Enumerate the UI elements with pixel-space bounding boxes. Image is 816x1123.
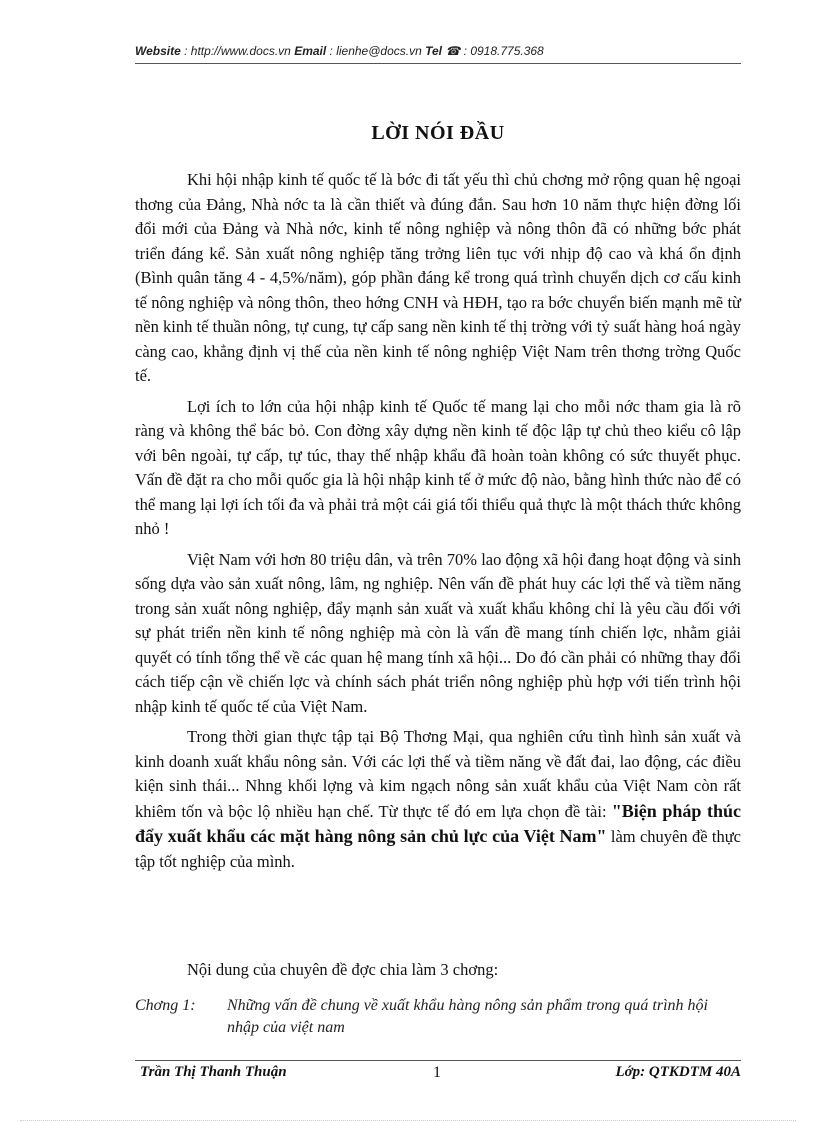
website-url[interactable]: : http://www.docs.vn (180, 44, 295, 58)
website-label: Website (135, 44, 181, 58)
tel-number: : 0918.775.368 (460, 44, 544, 58)
phone-icon: ☎ (445, 44, 461, 58)
thesis-topic: "Biện pháp thúc đẩy xuất khẩu các mặt hàng nông sản chủ lực của Việt Nam" (135, 800, 741, 846)
page-number: 1 (433, 1064, 441, 1081)
chapter-1-title: Những vấn đề chung về xuất khẩu hàng nông sản phẩm trong quá trình hội nhập của việt nam (227, 997, 708, 1036)
paragraph-1: Khi hội nhập kinh tế quốc tế là bớc đi tất yếu thì chủ chơng mở rộng quan hệ ngoại thơng của Đảng, Nhà nớc ta là cần thiết và đúng đắn. Sau hơn 10 năm thực hiện đờng lối đổi mới của Đảng và Nhà nớc, kinh tế nông nghiệp và nông thôn đã có những bớc phát triển đáng kể. Sản xuất nông nghiệp tăng trởng liên tục với nhịp độ cao và khá ổn định (Bình quân tăng 4 - 4,5%/năm), góp phần đáng kể trong quá trình chuyển dịch cơ cấu kinh tế nông nghiệp và nông thôn, theo hớng CNH và HĐH, tạo ra bớc chuyển biến mạnh mẽ từ nền kinh tế thuần nông, tự cung, tự cấp sang nền kinh tế thị trờng với tỷ suất hàng hoá ngày càng cao, khẳng định vị thế của nền kinh tế nông nghiệp Việt Nam trên thơng trờng Quốc tế. (135, 170, 741, 385)
paragraph-4-start: Trong thời gian thực tập tại Bộ Thơng Mại, qua nghiên cứu tình hình sản xuất và kinh doanh xuất khẩu nông sản. Với các lợi thế và tiềm năng về đất đai, lao động, các điều kiện sinh thái... Nhng khối lợng và kim ngạch nông sản xuất khẩu của Việt Nam còn rất khiêm tốn và bộc lộ nhiều hạn chế. Từ thực tế đó em lựa chọn đề tài: (135, 727, 741, 821)
chapter-1-label: Chơng 1: (135, 997, 196, 1014)
paragraph-2: Lợi ích to lớn của hội nhập kinh tế Quốc tế mang lại cho mỗi nớc tham gia là rõ ràng và không thể bác bỏ. Con đờng xây dựng nền kinh tế độc lập tự chủ theo kiểu cô lập với bên ngoài, tự cấp, tự túc, thay thế nhập khẩu đã hoàn toàn không có sức thuyết phục. Vấn đề đặt ra cho mỗi quốc gia là hội nhập kinh tế ở mức độ nào, bằng hình thức nào để có thể mang lại lợi ích tối đa và phải trả một cái giá tối thiểu quả thực là một thách thức không nhỏ ! (135, 396, 741, 538)
contents-intro: Nội dung của chuyên đề đợc chia làm 3 chơng: (187, 960, 499, 979)
footer-class: Lớp: QTKDTM 40A (615, 1064, 741, 1080)
header-divider (135, 63, 741, 64)
tel-label: Tel (425, 44, 443, 58)
email-address[interactable]: : lienhe@docs.vn (326, 44, 426, 58)
email-label: Email (294, 44, 327, 58)
paragraph-4 (135, 725, 741, 874)
paragraph-3: Việt Nam với hơn 80 triệu dân, và trên 70% lao động xã hội đang hoạt động và sinh sống dựa vào sản xuất nông, lâm, ng nghiệp. Nên vấn đề phát huy các lợi thế và tiềm năng trong sản xuất nông nghiệp, đẩy mạnh sản xuất và xuất khẩu không chỉ là yêu cầu đối với sự phát triển nền kinh tế nông nghiệp mà còn là vấn đề mang tính chiến lợc, nhằm giải quyết có tính tổng thể về các quan hệ mang tính xã hội... Do đó cần phải có những thay đổi cách tiếp cận về chiến lợc và chính sách phát triển nông nghiệp phù hợp với tiến trình hội nhập kinh tế quốc tế của Việt Nam. (135, 549, 741, 716)
page-title: LỜI NÓI ĐẦU (371, 122, 505, 144)
footer-author: Trần Thị Thanh Thuận (140, 1064, 287, 1080)
paragraph-4-end: làm chuyên đề thực tập tốt nghiệp của mình. (135, 827, 741, 871)
page-header (135, 44, 741, 58)
footer-divider (135, 1060, 741, 1061)
document-body (135, 168, 741, 880)
page-edge-divider (20, 1120, 796, 1121)
chapter-1 (135, 995, 741, 1039)
